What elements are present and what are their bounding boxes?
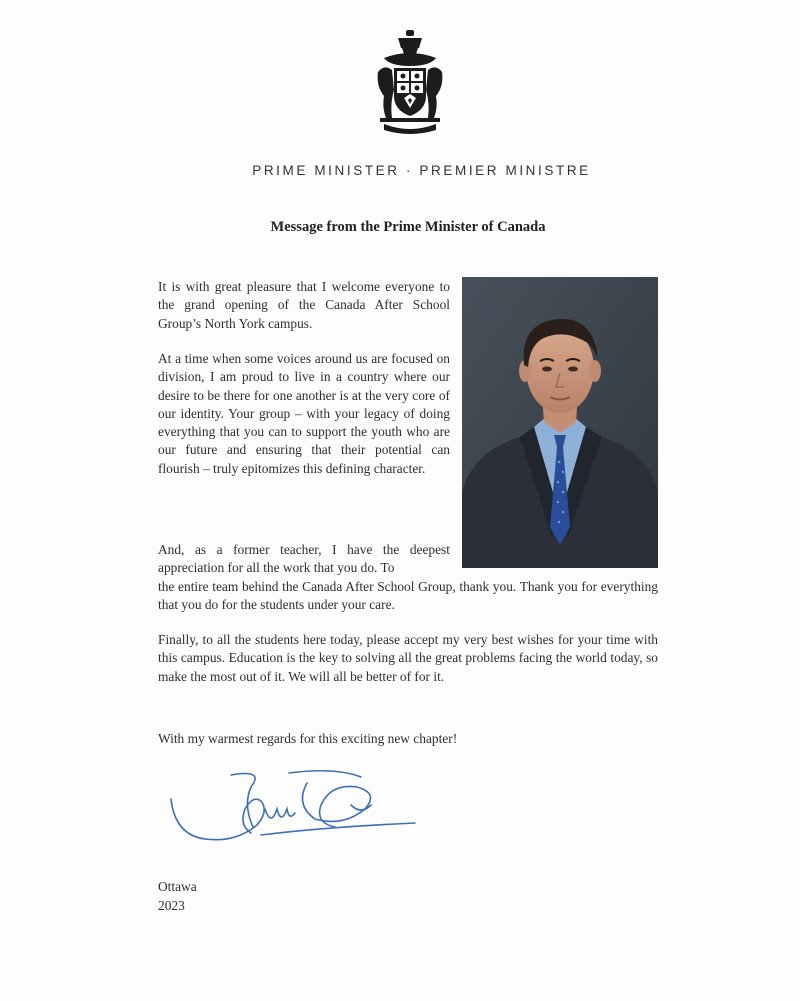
place-and-date (158, 877, 197, 915)
paragraph-teacher-first-line: And, as a former teacher, I have the deepest appreciation for all the work that you do. To (158, 542, 450, 576)
paragraph-teacher (158, 541, 658, 614)
letterhead-office-line: PRIME MINISTER · PREMIER MINISTRE (252, 163, 591, 178)
coat-of-arms-crest (374, 28, 446, 136)
year: 2023 (158, 898, 185, 913)
paragraph-closing: With my warmest regards for this exciting new chapter! (158, 731, 458, 746)
handwritten-signature (165, 765, 430, 853)
paragraph-teacher-rest: the entire team behind the Canada After School Group, thank you. Thank you for everything that you do for the students under your care. (158, 578, 658, 612)
message-title: Message from the Prime Minister of Canada (270, 219, 546, 235)
paragraph-division: At a time when some voices around us are focused on division, I am proud to live in a country where our desire to be there for one another is at the very core of our identity. Your group – with your legacy of doing everything that you can to support the youth who are our future and ensuring that their potential can flourish – truly epitomizes this defining character. (158, 351, 450, 476)
place: Ottawa (158, 879, 197, 894)
portrait-photo (462, 277, 658, 568)
paragraph-students: Finally, to all the students here today, please accept my very best wishes for your time with this campus. Education is the key to solving all the great problems facing the world today, so make the most out of it. We will all be better of for it. (158, 632, 658, 684)
paragraph-welcome: It is with great pleasure that I welcome everyone to the grand opening of the Canada After School Group’s North York campus. (158, 279, 450, 331)
